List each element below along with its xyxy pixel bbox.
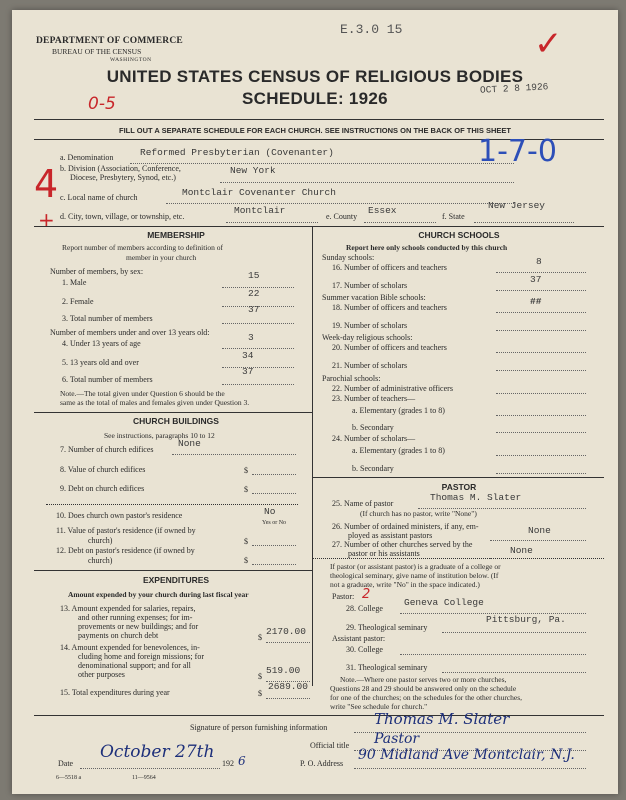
church-schools-heading: CHURCH SCHOOLS — [418, 230, 500, 240]
q4-value: 3 — [248, 332, 254, 343]
instructions-line: FILL OUT A SEPARATE SCHEDULE FOR EACH CHURCH. SEE INSTRUCTIONS ON THE BACK OF THIS SHEET — [119, 126, 511, 135]
buildings-see-instructions: See instructions, paragraphs 10 to 12 — [104, 431, 215, 440]
bureau-name: BUREAU OF THE CENSUS — [52, 47, 142, 56]
members-by-sex-label: Number of members, by sex: — [50, 267, 144, 276]
q16-label: 16. Number of officers and teachers — [332, 263, 447, 272]
q24-label: 24. Number of scholars— — [332, 434, 416, 443]
q8-label: 8. Value of church edifices — [60, 465, 146, 474]
q24b-label: b. Secondary — [352, 464, 394, 473]
q12-label-1: 12. Debt on pastor's residence (if owned by — [56, 546, 195, 555]
q15-label: 15. Total expenditures during year — [60, 688, 170, 697]
red-plus-mark: + — [38, 208, 55, 232]
q14-label-3: denominational support; and for all — [78, 661, 191, 670]
membership-intro-1: Report number of members according to definition of — [62, 243, 223, 252]
q13-label-3: provements or new buildings; and for — [78, 622, 199, 631]
q11-label-1: 11. Value of pastor's residence (if owned by — [56, 526, 196, 535]
division-label-1: b. Division (Association, Conference, — [60, 164, 181, 173]
assistant-pastor-label: Assistant pastor: — [332, 634, 386, 643]
denomination-value: Reformed Presbyterian (Covenanter) — [140, 147, 334, 158]
q26-label-1: 26. Number of ordained ministers, if any, em- — [332, 522, 479, 531]
q12-dollar: $ — [244, 556, 248, 565]
q14-label-4: other purposes — [78, 670, 125, 679]
q13-label-1: 13. Amount expended for salaries, repairs, — [60, 604, 196, 613]
red-code-annotation: 0-5 — [88, 94, 116, 114]
received-date-stamp: OCT 2 8 1926 — [479, 81, 549, 96]
q18-label: 18. Number of officers and teachers — [332, 303, 447, 312]
college-instructions-3: not a graduate, write "No" in the space indicated.) — [330, 580, 480, 589]
pastor-label: Pastor: — [332, 592, 355, 601]
q8-dollar: $ — [244, 466, 248, 475]
pastor-note-2: Questions 28 and 29 should be answered only on the schedule — [330, 684, 517, 693]
pastor-note-4: write "See schedule for church." — [330, 702, 428, 711]
checkmark-icon: ✓ — [534, 24, 563, 64]
date-label: Date — [58, 759, 74, 768]
blue-code-annotation: 1-7-0 — [478, 134, 557, 169]
year-value: 6 — [238, 754, 246, 768]
q30-label: 30. College — [346, 645, 383, 654]
q18-value: ## — [530, 296, 542, 307]
q25-label: 25. Name of pastor — [332, 499, 394, 508]
official-title-label: Official title — [310, 741, 350, 750]
q13-label-4: payments on church debt — [78, 631, 159, 640]
city-value: Montclair — [234, 205, 286, 216]
top-rule — [34, 119, 604, 120]
membership-note-2: same as the total of males and females given under Question 3. — [60, 398, 250, 407]
q10-hint: Yes or No — [262, 520, 287, 526]
membership-heading: MEMBERSHIP — [147, 230, 205, 240]
q2-label: 2. Female — [62, 297, 94, 306]
county-label: e. County — [326, 212, 358, 221]
census-schedule-page — [12, 10, 618, 794]
q21-label: 21. Number of scholars — [332, 361, 408, 370]
q25-value: Thomas M. Slater — [430, 492, 522, 503]
signature-label: Signature of person furnishing information — [190, 723, 328, 732]
q9-label: 9. Debt on church edifices — [60, 484, 145, 493]
q10-label: 10. Does church own pastor's residence — [56, 511, 183, 520]
local-name-value: Montclair Covenanter Church — [182, 187, 336, 198]
q4-label: 4. Under 13 years of age — [62, 339, 141, 348]
q5-value: 34 — [242, 350, 254, 361]
q17-value: 37 — [530, 274, 542, 285]
q25-hint: (If church has no pastor, write "None") — [360, 509, 477, 518]
buildings-heading: CHURCH BUILDINGS — [133, 416, 219, 426]
q23-label: 23. Number of teachers— — [332, 394, 416, 403]
q16-value: 8 — [536, 256, 542, 267]
membership-intro-2: member in your church — [126, 253, 197, 262]
sunday-schools-label: Sunday schools: — [322, 253, 375, 262]
schedule-title: SCHEDULE: 1926 — [242, 89, 388, 108]
q13-dollar: $ — [258, 633, 262, 642]
weekday-schools-label: Week-day religious schools: — [322, 333, 413, 342]
q11-label-2: church) — [88, 536, 113, 545]
page-title: UNITED STATES CENSUS OF RELIGIOUS BODIES — [106, 67, 524, 86]
q2-value: 22 — [248, 288, 260, 299]
q13-value: 2170.00 — [266, 626, 306, 637]
q15-value: 2689.00 — [268, 681, 308, 692]
q26-value: None — [528, 525, 551, 536]
form-code: 6—5518 a — [56, 775, 82, 781]
q27-value: None — [510, 545, 533, 556]
q31-label: 31. Theological seminary — [346, 663, 428, 672]
parochial-schools-label: Parochial schools: — [322, 374, 381, 383]
pastor-note-1: Note.—Where one pastor serves two or more churches, — [340, 675, 507, 684]
city-name: WASHINGTON — [110, 57, 152, 63]
date-value: October 27th — [100, 742, 215, 762]
q23a-label: a. Elementary (grades 1 to 8) — [352, 406, 445, 415]
q24a-label: a. Elementary (grades 1 to 8) — [352, 446, 445, 455]
expenditures-heading: EXPENDITURES — [142, 575, 210, 585]
form-code-2: 11—9564 — [132, 775, 156, 781]
state-label: f. State — [442, 212, 465, 221]
q27-label-1: 27. Number of other churches served by the — [332, 540, 473, 549]
q14-dollar: $ — [258, 672, 262, 681]
pastor-heading: PASTOR — [441, 482, 477, 492]
q1-value: 15 — [248, 270, 260, 281]
denomination-label: a. Denomination — [60, 153, 114, 162]
q10-value: No — [264, 506, 276, 517]
q6-value: 37 — [242, 366, 254, 377]
q14-label-1: 14. Amount expended for benevolences, in- — [60, 643, 200, 652]
year-prefix: 192 — [222, 759, 234, 768]
address-value: 90 Midland Ave Montclair, N.J. — [358, 747, 575, 763]
address-label: P. O. Address — [300, 759, 344, 768]
q3-label: 3. Total number of members — [62, 314, 153, 323]
q28-label: 28. College — [346, 604, 383, 613]
schools-intro: Report here only schools conducted by this church — [346, 243, 508, 252]
q15-dollar: $ — [258, 689, 262, 698]
q29-label: 29. Theological seminary — [346, 623, 428, 632]
q23b-label: b. Secondary — [352, 423, 394, 432]
red-margin-mark: 4 — [34, 162, 59, 206]
division-label-2: Diocese, Presbytery, Synod, etc.) — [70, 173, 176, 182]
q14-label-2: cluding home and foreign missions; for — [78, 652, 204, 661]
q17-label: 17. Number of scholars — [332, 281, 408, 290]
q26-label-2: ployed as assistant pastors — [348, 531, 433, 540]
official-title-value: Pastor — [374, 731, 420, 747]
q1-label: 1. Male — [62, 278, 87, 287]
county-value: Essex — [368, 205, 397, 216]
signature-value: Thomas M. Slater — [374, 710, 510, 728]
division-value: New York — [230, 165, 276, 176]
city-label: d. City, town, village, or township, etc. — [60, 212, 185, 221]
q14-value: 519.00 — [266, 665, 301, 676]
form-number: E.3.0 15 — [340, 22, 403, 37]
q11-dollar: $ — [244, 537, 248, 546]
q13-label-2: and other running expenses; for im- — [78, 613, 193, 622]
under-over-label: Number of members under and over 13 years old: — [50, 328, 210, 337]
expenditures-intro: Amount expended by your church during last fiscal year — [68, 590, 249, 599]
q7-label: 7. Number of church edifices — [60, 445, 154, 454]
q12-label-2: church) — [88, 556, 113, 565]
q7-value: None — [178, 438, 201, 449]
pastor-red-mark: 2 — [362, 587, 371, 602]
q9-dollar: $ — [244, 485, 248, 494]
q29-value: Pittsburg, Pa. — [486, 614, 566, 625]
state-value: New Jersey — [488, 200, 546, 211]
pastor-note-3: for one of the churches; on the schedules for the other churches, — [330, 693, 523, 702]
q6-label: 6. Total number of members — [62, 375, 153, 384]
summer-schools-label: Summer vacation Bible schools: — [322, 293, 426, 302]
local-name-label: c. Local name of church — [60, 193, 138, 202]
q27-label-2: pastor or his assistants — [348, 549, 420, 558]
q19-label: 19. Number of scholars — [332, 321, 408, 330]
q5-label: 5. 13 years old and over — [62, 358, 139, 367]
membership-note-1: Note.—The total given under Question 6 should be the — [60, 389, 225, 398]
q3-value: 37 — [248, 304, 260, 315]
department-name: DEPARTMENT OF COMMERCE — [36, 36, 183, 46]
college-instructions-1: If pastor (or assistant pastor) is a graduate of a college or — [330, 562, 501, 571]
q28-value: Geneva College — [404, 597, 484, 608]
q22-label: 22. Number of administrative officers — [332, 384, 453, 393]
membership-section — [52, 230, 300, 240]
q20-label: 20. Number of officers and teachers — [332, 343, 447, 352]
college-instructions-2: theological seminary, give name of institution below. (If — [330, 571, 499, 580]
